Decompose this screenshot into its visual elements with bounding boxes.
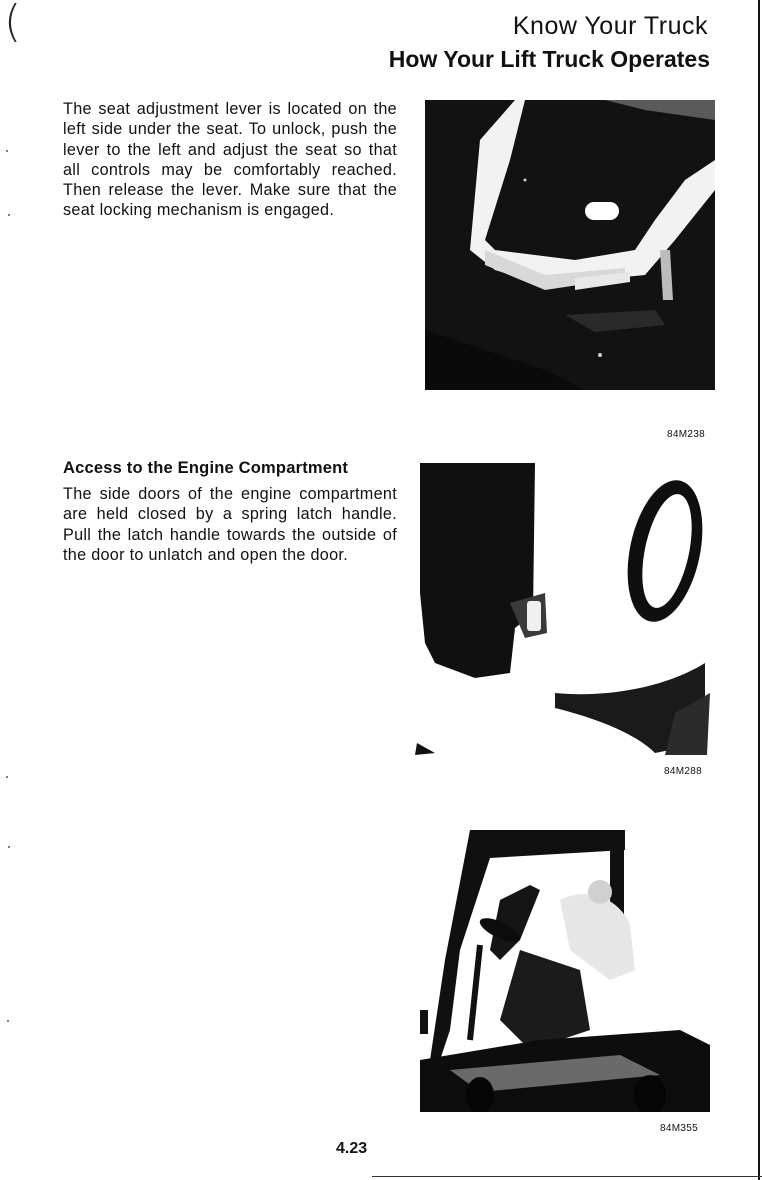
page-edge-bottom	[372, 1176, 762, 1177]
page-edge	[758, 0, 760, 1180]
speck	[8, 214, 10, 216]
binding-mark: (	[4, 0, 22, 47]
engine-section-paragraph: The side doors of the engine compartment are held closed by a spring latch handle. Pull the latch handle towards the outside of the door to unlatch and open the door.	[63, 485, 397, 564]
seat-lever-photo	[425, 100, 715, 390]
header-title: How Your Lift Truck Operates	[388, 46, 710, 72]
engine-section-heading: Access to the Engine Compartment	[63, 459, 349, 477]
seat-adjust-paragraph: The seat adjustment lever is located on the left side under the seat. To unlock, push the lever to the left and adjust the seat so that all controls may be comfortably reached. Then release the lever. Make sure that the seat locking mechanism is engaged.	[63, 100, 397, 220]
figure-caption: 84M355	[660, 1123, 698, 1134]
speck	[6, 150, 8, 152]
speck	[8, 846, 10, 848]
speck	[6, 776, 8, 778]
operator-seated-photo	[420, 830, 710, 1112]
page-number: 4.23	[336, 1140, 368, 1157]
speck	[7, 1020, 9, 1022]
header-subtitle: Know Your Truck	[512, 12, 708, 40]
figure-caption: 84M238	[667, 429, 705, 440]
engine-latch-photo	[415, 463, 715, 755]
figure-caption: 84M288	[664, 766, 702, 777]
